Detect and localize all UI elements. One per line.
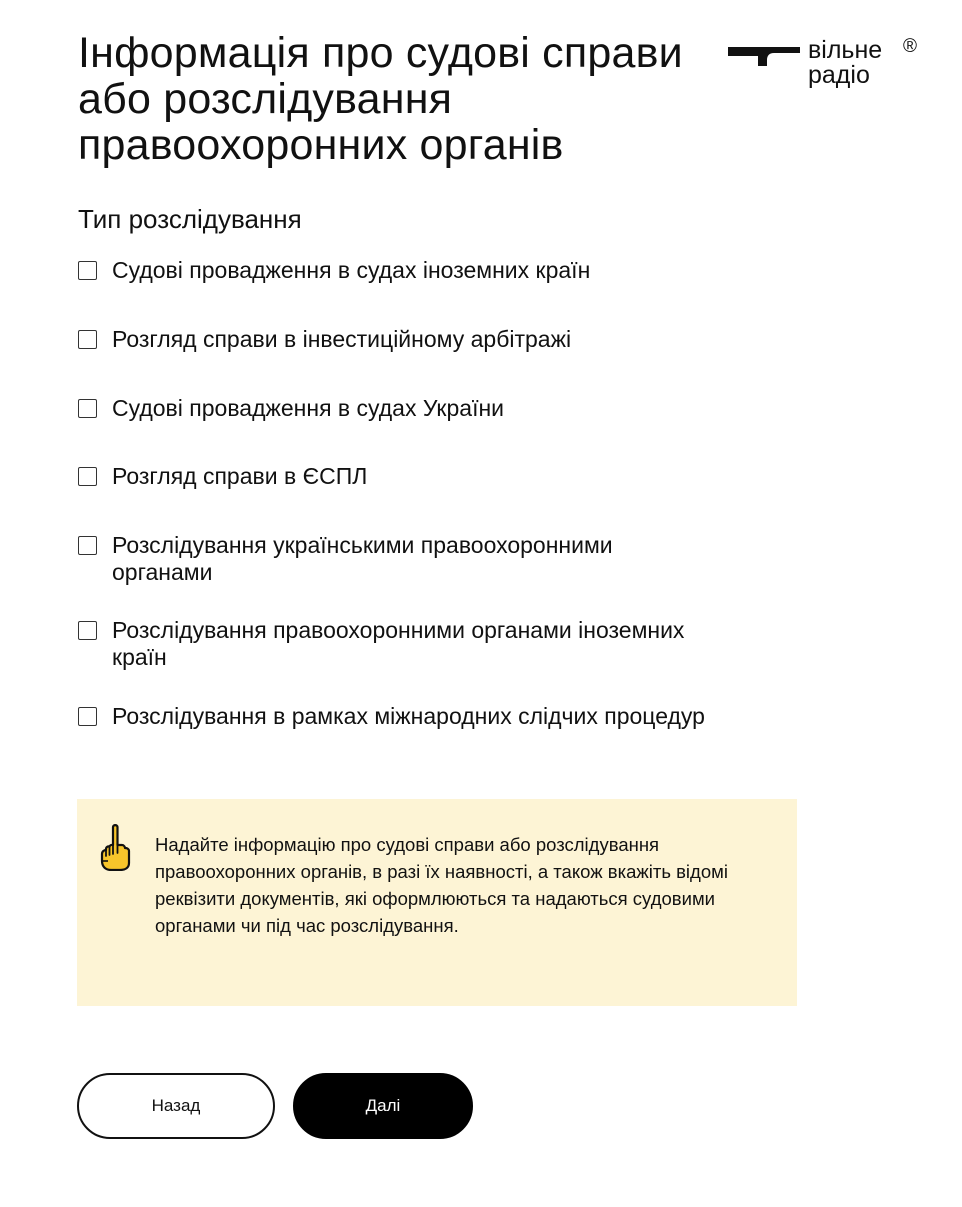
option-ukrainian-law-enforcement[interactable] [78,532,718,586]
option-international-procedures[interactable] [78,703,718,730]
checkbox[interactable] [78,399,97,418]
info-box [77,799,797,1006]
next-button-label: Далі [365,1096,401,1115]
option-label: Розгляд справи в ЄСПЛ [112,463,368,489]
checkbox[interactable] [78,261,97,280]
logo-line-2: радіо [808,61,870,89]
checkbox[interactable] [78,707,97,726]
option-ukraine-courts[interactable] [78,395,718,422]
registered-mark: ® [903,36,917,57]
back-button[interactable] [77,1073,275,1139]
option-label: Розслідування українськими правоохоронними органами [112,532,613,585]
option-label: Розслідування правоохоронними органами іноземних країн [112,617,685,670]
info-text: Надайте інформацію про судові справи або розслідування правоохоронних органів, в разі їх наявності, а також вкажіть відомі реквізити документів, які оформлюються та надаються судовими органами чи під час розслідування. [155,834,728,936]
section-title: Тип розслідування [78,204,302,234]
option-echr[interactable] [78,463,718,490]
logo-line-1: вільне [808,36,883,64]
checkbox[interactable] [78,467,97,486]
checkbox[interactable] [78,330,97,349]
logo-mark-icon [728,44,800,66]
page-title: Інформація про судові справи або розслідування правоохоронних органів [78,29,683,169]
back-button-label: Назад [151,1096,201,1115]
logo-text [808,38,882,88]
logo [728,38,928,98]
option-label: Судові провадження в судах України [112,395,505,421]
option-investment-arbitration[interactable] [78,326,718,353]
option-label: Судові провадження в судах іноземних країн [112,257,591,283]
checkbox[interactable] [78,536,97,555]
option-foreign-courts[interactable] [78,257,718,284]
pointing-up-hand-icon [98,823,134,871]
option-label: Розгляд справи в інвестиційному арбітражі [112,326,572,352]
next-button[interactable] [293,1073,473,1139]
option-label: Розслідування в рамках міжнародних слідчих процедур [112,703,705,729]
checkbox[interactable] [78,621,97,640]
option-foreign-law-enforcement[interactable] [78,617,718,671]
